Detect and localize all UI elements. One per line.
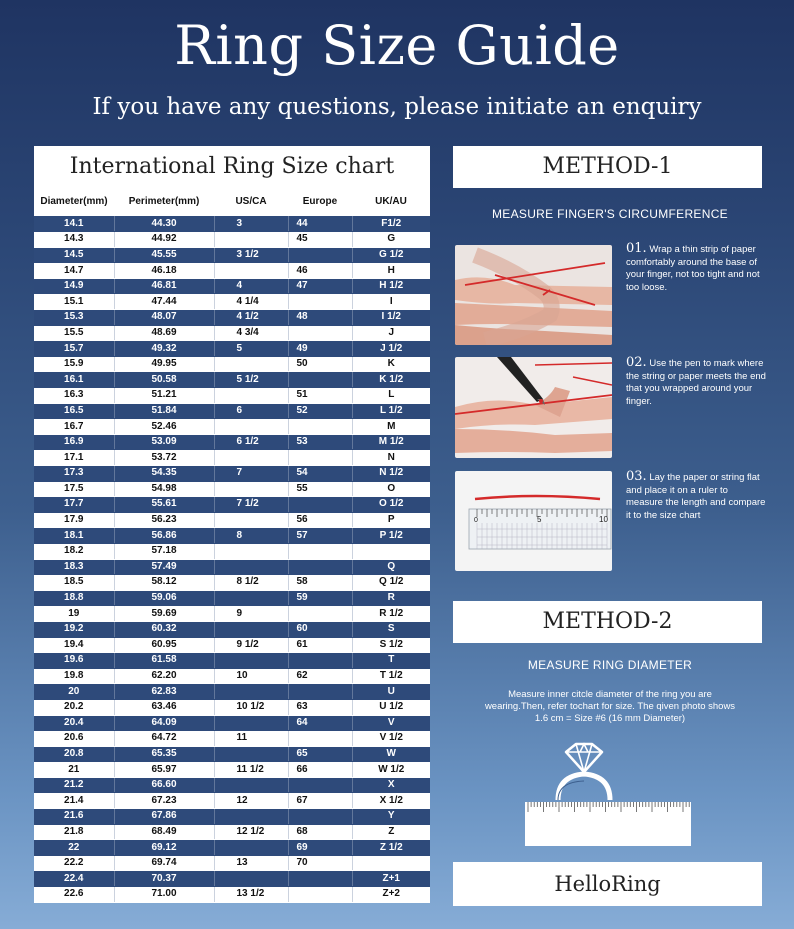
cell-perimeter: 56.23	[114, 512, 214, 528]
method2-description: Measure inner citcle diameter of the ring you are wearing.Then, refer tochart for size. The qiven photo shows 1.6 cm = Size #6 (16 mm Diameter)	[484, 689, 736, 724]
cell-us-ca: 4 1/2	[214, 310, 288, 326]
cell-uk-au: G 1/2	[352, 247, 430, 263]
cell-us-ca	[214, 450, 288, 466]
cell-us-ca	[214, 777, 288, 793]
cell-perimeter: 57.49	[114, 559, 214, 575]
table-row	[34, 372, 430, 388]
cell-perimeter: 50.58	[114, 372, 214, 388]
cell-us-ca	[214, 590, 288, 606]
cell-diameter: 16.9	[34, 434, 114, 450]
step-3-number: 03.	[626, 469, 647, 484]
cell-uk-au: T	[352, 653, 430, 669]
cell-perimeter: 54.98	[114, 481, 214, 497]
cell-europe	[288, 684, 352, 700]
cell-europe	[288, 325, 352, 341]
cell-perimeter: 53.72	[114, 450, 214, 466]
cell-diameter: 17.9	[34, 512, 114, 528]
cell-diameter: 21.4	[34, 793, 114, 809]
step-2-text: Use the pen to mark where the string or paper meets the end that you wrapped around your finger.	[626, 358, 766, 407]
table-row	[34, 341, 430, 357]
cell-europe: 65	[288, 746, 352, 762]
cell-us-ca	[214, 263, 288, 279]
cell-diameter: 22	[34, 840, 114, 856]
table-row	[34, 232, 430, 248]
cell-us-ca	[214, 512, 288, 528]
cell-uk-au: F1/2	[352, 216, 430, 232]
cell-uk-au: H 1/2	[352, 278, 430, 294]
table-header-row	[34, 187, 430, 216]
cell-diameter: 22.2	[34, 855, 114, 871]
cell-diameter: 18.1	[34, 528, 114, 544]
table-row	[34, 777, 430, 793]
table-row	[34, 715, 430, 731]
cell-us-ca	[214, 232, 288, 248]
cell-europe	[288, 247, 352, 263]
table-row	[34, 512, 430, 528]
cell-perimeter: 57.18	[114, 543, 214, 559]
cell-us-ca	[214, 543, 288, 559]
cell-us-ca: 11 1/2	[214, 762, 288, 778]
cell-us-ca: 6	[214, 403, 288, 419]
table-row	[34, 606, 430, 622]
col-header-uk-au: UK/AU	[375, 196, 407, 207]
cell-uk-au: O 1/2	[352, 497, 430, 513]
cell-europe: 50	[288, 356, 352, 372]
cell-diameter: 14.5	[34, 247, 114, 263]
method1-title: METHOD-1	[453, 146, 762, 188]
cell-uk-au: I	[352, 294, 430, 310]
table-row	[34, 497, 430, 513]
cell-us-ca	[214, 684, 288, 700]
cell-uk-au	[352, 543, 430, 559]
cell-us-ca: 10	[214, 668, 288, 684]
cell-europe: 64	[288, 715, 352, 731]
table-row	[34, 481, 430, 497]
cell-us-ca	[214, 419, 288, 435]
table-row	[34, 746, 430, 762]
cell-perimeter: 60.95	[114, 637, 214, 653]
cell-perimeter: 55.61	[114, 497, 214, 513]
cell-us-ca	[214, 559, 288, 575]
cell-uk-au: K 1/2	[352, 372, 430, 388]
table-row	[34, 528, 430, 544]
cell-perimeter: 51.21	[114, 388, 214, 404]
cell-diameter: 17.7	[34, 497, 114, 513]
cell-us-ca: 13 1/2	[214, 887, 288, 903]
cell-diameter: 19	[34, 606, 114, 622]
table-row	[34, 559, 430, 575]
cell-uk-au: T 1/2	[352, 668, 430, 684]
cell-perimeter: 47.44	[114, 294, 214, 310]
cell-europe: 69	[288, 840, 352, 856]
cell-diameter: 20	[34, 684, 114, 700]
cell-diameter: 18.2	[34, 543, 114, 559]
cell-diameter: 15.7	[34, 341, 114, 357]
table-row	[34, 388, 430, 404]
cell-diameter: 21.6	[34, 809, 114, 825]
cell-europe	[288, 653, 352, 669]
table-row	[34, 699, 430, 715]
cell-us-ca	[214, 653, 288, 669]
cell-perimeter: 54.35	[114, 466, 214, 482]
cell-us-ca	[214, 840, 288, 856]
cell-us-ca	[214, 621, 288, 637]
cell-us-ca	[214, 356, 288, 372]
cell-europe	[288, 887, 352, 903]
cell-diameter: 15.3	[34, 310, 114, 326]
cell-diameter: 14.7	[34, 263, 114, 279]
cell-us-ca	[214, 715, 288, 731]
table-row	[34, 263, 430, 279]
cell-perimeter: 62.20	[114, 668, 214, 684]
table-row	[34, 871, 430, 887]
cell-uk-au: Z 1/2	[352, 840, 430, 856]
table-row	[34, 824, 430, 840]
cell-uk-au: X 1/2	[352, 793, 430, 809]
cell-us-ca: 9	[214, 606, 288, 622]
cell-uk-au: W 1/2	[352, 762, 430, 778]
cell-perimeter: 59.06	[114, 590, 214, 606]
cell-us-ca	[214, 746, 288, 762]
cell-us-ca: 7 1/2	[214, 497, 288, 513]
cell-uk-au: G	[352, 232, 430, 248]
cell-us-ca: 6 1/2	[214, 434, 288, 450]
cell-uk-au: Z+2	[352, 887, 430, 903]
table-row	[34, 434, 430, 450]
cell-perimeter: 56.86	[114, 528, 214, 544]
cell-europe: 59	[288, 590, 352, 606]
cell-europe: 57	[288, 528, 352, 544]
cell-europe: 60	[288, 621, 352, 637]
cell-diameter: 21	[34, 762, 114, 778]
table-row	[34, 809, 430, 825]
ring-size-table	[34, 187, 430, 903]
col-header-diameter: Diameter(mm)	[40, 196, 108, 207]
cell-diameter: 21.8	[34, 824, 114, 840]
cell-us-ca	[214, 871, 288, 887]
cell-uk-au: U 1/2	[352, 699, 430, 715]
table-row	[34, 653, 430, 669]
cell-perimeter: 58.12	[114, 575, 214, 591]
cell-europe: 46	[288, 263, 352, 279]
table-body	[34, 216, 430, 902]
cell-diameter: 14.3	[34, 232, 114, 248]
cell-europe: 58	[288, 575, 352, 591]
cell-uk-au: R 1/2	[352, 606, 430, 622]
cell-diameter: 15.5	[34, 325, 114, 341]
cell-perimeter: 69.12	[114, 840, 214, 856]
ruler-label-10: 10	[599, 515, 608, 524]
cell-us-ca	[214, 388, 288, 404]
method2-heading: MEASURE RING DIAMETER	[527, 658, 693, 672]
cell-europe	[288, 372, 352, 388]
cell-uk-au: K	[352, 356, 430, 372]
cell-europe: 48	[288, 310, 352, 326]
cell-perimeter: 46.81	[114, 278, 214, 294]
cell-perimeter: 64.72	[114, 731, 214, 747]
cell-perimeter: 59.69	[114, 606, 214, 622]
cell-perimeter: 48.07	[114, 310, 214, 326]
col-header-europe: Europe	[302, 196, 338, 207]
cell-europe: 53	[288, 434, 352, 450]
col-header-perimeter: Perimeter(mm)	[128, 196, 200, 207]
cell-perimeter: 51.84	[114, 403, 214, 419]
cell-diameter: 16.3	[34, 388, 114, 404]
finger-wrap-photo	[455, 245, 612, 345]
cell-diameter: 16.7	[34, 419, 114, 435]
cell-europe: 45	[288, 232, 352, 248]
brand-logo: HelloRing	[453, 862, 762, 906]
col-header-us-ca: US/CA	[235, 196, 267, 207]
cell-perimeter: 67.86	[114, 809, 214, 825]
step-2-number: 02.	[626, 355, 647, 370]
step-3-text: Lay the paper or string flat and place it on a ruler to measure the length and compare it to the size chart	[626, 472, 766, 521]
cell-uk-au: H	[352, 263, 430, 279]
cell-uk-au: Z	[352, 824, 430, 840]
cell-diameter: 16.1	[34, 372, 114, 388]
cell-perimeter: 52.46	[114, 419, 214, 435]
cell-diameter: 17.3	[34, 466, 114, 482]
table-row	[34, 575, 430, 591]
cell-diameter: 21.2	[34, 777, 114, 793]
cell-europe: 49	[288, 341, 352, 357]
cell-uk-au: U	[352, 684, 430, 700]
cell-europe	[288, 731, 352, 747]
cell-diameter: 20.8	[34, 746, 114, 762]
cell-uk-au: L 1/2	[352, 403, 430, 419]
cell-uk-au: Z+1	[352, 871, 430, 887]
cell-europe	[288, 450, 352, 466]
cell-us-ca: 3 1/2	[214, 247, 288, 263]
cell-uk-au: M	[352, 419, 430, 435]
table-row	[34, 684, 430, 700]
cell-europe: 63	[288, 699, 352, 715]
method1-step-1	[626, 243, 766, 294]
chart-title: International Ring Size chart	[34, 146, 430, 187]
cell-europe: 66	[288, 762, 352, 778]
cell-perimeter: 63.46	[114, 699, 214, 715]
cell-uk-au: V	[352, 715, 430, 731]
diamond-icon	[566, 744, 602, 772]
cell-europe	[288, 606, 352, 622]
table-row	[34, 543, 430, 559]
cell-perimeter: 61.58	[114, 653, 214, 669]
cell-diameter: 22.4	[34, 871, 114, 887]
table-row	[34, 731, 430, 747]
table-row	[34, 294, 430, 310]
cell-diameter: 18.5	[34, 575, 114, 591]
cell-perimeter: 71.00	[114, 887, 214, 903]
method1-step-3	[626, 471, 766, 522]
table-row	[34, 793, 430, 809]
cell-uk-au: P 1/2	[352, 528, 430, 544]
cell-us-ca: 9 1/2	[214, 637, 288, 653]
cell-perimeter: 48.69	[114, 325, 214, 341]
table-row	[34, 590, 430, 606]
cell-europe: 56	[288, 512, 352, 528]
cell-uk-au: R	[352, 590, 430, 606]
cell-diameter: 19.4	[34, 637, 114, 653]
table-row	[34, 403, 430, 419]
table-row	[34, 762, 430, 778]
cell-perimeter: 62.83	[114, 684, 214, 700]
step-1-number: 01.	[626, 241, 647, 256]
cell-uk-au: V 1/2	[352, 731, 430, 747]
cell-diameter: 19.8	[34, 668, 114, 684]
cell-us-ca: 5	[214, 341, 288, 357]
ring-size-chart	[34, 146, 430, 903]
cell-perimeter: 53.09	[114, 434, 214, 450]
cell-us-ca: 7	[214, 466, 288, 482]
cell-europe	[288, 809, 352, 825]
cell-perimeter: 65.35	[114, 746, 214, 762]
table-row	[34, 840, 430, 856]
cell-perimeter: 65.97	[114, 762, 214, 778]
cell-europe: 62	[288, 668, 352, 684]
cell-perimeter: 66.60	[114, 777, 214, 793]
page-subtitle: If you have any questions, please initiate an enquiry	[92, 94, 702, 120]
cell-diameter: 22.6	[34, 887, 114, 903]
table-row	[34, 668, 430, 684]
cell-uk-au: J	[352, 325, 430, 341]
cell-perimeter: 49.32	[114, 341, 214, 357]
cell-europe: 44	[288, 216, 352, 232]
cell-perimeter: 64.09	[114, 715, 214, 731]
cell-uk-au: S	[352, 621, 430, 637]
cell-diameter: 17.1	[34, 450, 114, 466]
ruler-label-0: 0	[474, 517, 478, 524]
cell-us-ca	[214, 481, 288, 497]
cell-us-ca: 8 1/2	[214, 575, 288, 591]
cell-europe: 52	[288, 403, 352, 419]
cell-uk-au: Q	[352, 559, 430, 575]
cell-perimeter: 49.95	[114, 356, 214, 372]
table-row	[34, 621, 430, 637]
cell-europe: 51	[288, 388, 352, 404]
cell-uk-au: L	[352, 388, 430, 404]
cell-uk-au: N	[352, 450, 430, 466]
table-row	[34, 450, 430, 466]
table-row	[34, 887, 430, 903]
table-row	[34, 278, 430, 294]
cell-perimeter: 45.55	[114, 247, 214, 263]
cell-us-ca: 12 1/2	[214, 824, 288, 840]
cell-diameter: 17.5	[34, 481, 114, 497]
cell-perimeter: 68.49	[114, 824, 214, 840]
cell-europe: 61	[288, 637, 352, 653]
table-row	[34, 310, 430, 326]
table-row	[34, 216, 430, 232]
cell-perimeter: 69.74	[114, 855, 214, 871]
method1-heading: MEASURE FINGER'S CIRCUMFERENCE	[492, 207, 728, 221]
cell-us-ca: 5 1/2	[214, 372, 288, 388]
cell-diameter: 19.2	[34, 621, 114, 637]
cell-us-ca	[214, 809, 288, 825]
cell-uk-au: Q 1/2	[352, 575, 430, 591]
cell-diameter: 15.9	[34, 356, 114, 372]
cell-uk-au: N 1/2	[352, 466, 430, 482]
cell-uk-au: W	[352, 746, 430, 762]
cell-europe: 67	[288, 793, 352, 809]
cell-europe	[288, 294, 352, 310]
cell-europe	[288, 419, 352, 435]
page-title: Ring Size Guide	[174, 14, 620, 77]
cell-us-ca: 11	[214, 731, 288, 747]
method1-step-2	[626, 357, 766, 408]
cell-uk-au: I 1/2	[352, 310, 430, 326]
cell-europe	[288, 543, 352, 559]
cell-europe	[288, 871, 352, 887]
cell-perimeter: 44.30	[114, 216, 214, 232]
cell-europe: 70	[288, 855, 352, 871]
table-row	[34, 637, 430, 653]
ruler-label-5: 5	[537, 515, 542, 524]
cell-perimeter: 70.37	[114, 871, 214, 887]
cell-uk-au	[352, 855, 430, 871]
cell-diameter: 16.5	[34, 403, 114, 419]
cell-us-ca: 8	[214, 528, 288, 544]
cell-us-ca: 4 1/4	[214, 294, 288, 310]
cell-diameter: 19.6	[34, 653, 114, 669]
cell-diameter: 18.3	[34, 559, 114, 575]
cell-uk-au: P	[352, 512, 430, 528]
cell-uk-au: J 1/2	[352, 341, 430, 357]
cell-uk-au: M 1/2	[352, 434, 430, 450]
table-row	[34, 855, 430, 871]
cell-perimeter: 46.18	[114, 263, 214, 279]
cell-us-ca: 12	[214, 793, 288, 809]
table-row	[34, 419, 430, 435]
method2-title: METHOD-2	[453, 601, 762, 643]
table-row	[34, 247, 430, 263]
cell-uk-au: S 1/2	[352, 637, 430, 653]
table-row	[34, 466, 430, 482]
ruler-photo	[455, 471, 612, 571]
cell-diameter: 20.2	[34, 699, 114, 715]
cell-uk-au: Y	[352, 809, 430, 825]
cell-diameter: 20.6	[34, 731, 114, 747]
cell-europe: 55	[288, 481, 352, 497]
step-1-text: Wrap a thin strip of paper comfortably around the base of your finger, not too tight and not too loose.	[626, 244, 760, 293]
cell-perimeter: 44.92	[114, 232, 214, 248]
cell-europe: 68	[288, 824, 352, 840]
cell-europe: 54	[288, 466, 352, 482]
cell-us-ca: 13	[214, 855, 288, 871]
cell-us-ca: 4	[214, 278, 288, 294]
cell-uk-au: O	[352, 481, 430, 497]
cell-perimeter: 60.32	[114, 621, 214, 637]
cell-uk-au: X	[352, 777, 430, 793]
cell-diameter: 15.1	[34, 294, 114, 310]
cell-us-ca: 10 1/2	[214, 699, 288, 715]
cell-europe	[288, 497, 352, 513]
cell-perimeter: 67.23	[114, 793, 214, 809]
cell-us-ca: 4 3/4	[214, 325, 288, 341]
pen-mark-photo	[455, 357, 612, 458]
cell-diameter: 18.8	[34, 590, 114, 606]
ring-on-ruler-illustration	[520, 740, 695, 850]
cell-diameter: 14.9	[34, 278, 114, 294]
table-row	[34, 356, 430, 372]
table-row	[34, 325, 430, 341]
cell-europe	[288, 777, 352, 793]
cell-us-ca: 3	[214, 216, 288, 232]
cell-diameter: 14.1	[34, 216, 114, 232]
cell-diameter: 20.4	[34, 715, 114, 731]
cell-europe: 47	[288, 278, 352, 294]
cell-europe	[288, 559, 352, 575]
